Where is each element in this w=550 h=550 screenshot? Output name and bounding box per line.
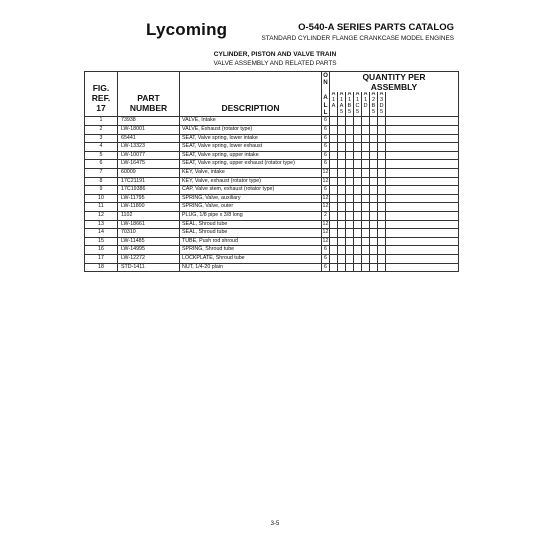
empty-qty-cell [354,117,362,126]
empty-qty-cell [386,143,459,152]
empty-qty-cell [386,220,459,229]
empty-qty-cell [370,160,378,169]
empty-qty-cell [386,117,459,126]
empty-qty-cell [346,246,354,255]
empty-qty-cell [370,134,378,143]
empty-qty-cell [378,237,386,246]
part-number-cell: 65441 [118,134,180,143]
empty-qty-cell [386,246,459,255]
empty-qty-cell [338,246,346,255]
empty-qty-cell [338,151,346,160]
empty-qty-cell [378,220,386,229]
table-header-row [85,72,459,93]
table-row [85,143,459,152]
fig-ref-cell: 8 [85,177,118,186]
empty-qty-cell [362,143,370,152]
empty-qty-cell [346,160,354,169]
empty-qty-cell [354,160,362,169]
table-row [85,220,459,229]
table-row [85,203,459,212]
empty-qty-cell [354,169,362,178]
description-cell: SEAT, Valve spring, lower exhaust [180,143,322,152]
section-subtitle: VALVE ASSEMBLY AND RELATED PARTS [213,60,337,67]
empty-qty-cell [338,229,346,238]
table-row [85,117,459,126]
quantity-cell: 6 [322,160,330,169]
empty-qty-cell [362,169,370,178]
empty-qty-cell [338,134,346,143]
quantity-cell: 12 [322,177,330,186]
fig-ref-cell: 11 [85,203,118,212]
description-cell: SPRING, Valve, outer [180,203,322,212]
table-row [85,263,459,272]
empty-qty-cell [346,220,354,229]
empty-qty-cell [362,117,370,126]
part-number-cell: LW-14995 [118,246,180,255]
parts-table-body [85,117,459,272]
empty-qty-cell [346,151,354,160]
empty-qty-cell [378,169,386,178]
empty-qty-cell [330,194,338,203]
part-number-cell: 60009 [118,169,180,178]
description-cell: SEAT, Valve spring, upper intake [180,151,322,160]
description-cell: SPRING, Shroud tube [180,246,322,255]
empty-qty-cell [354,126,362,135]
empty-qty-cell [338,211,346,220]
empty-qty-cell [378,151,386,160]
empty-qty-cell [330,117,338,126]
empty-qty-cell [378,254,386,263]
qty-col-header: A 1 C 5 [354,92,362,117]
empty-qty-cell [386,160,459,169]
empty-qty-cell [386,186,459,195]
empty-qty-cell [330,203,338,212]
section-title: CYLINDER, PISTON AND VALVE TRAIN [213,51,337,58]
qty-col-header: A 3 D 5 [378,92,386,117]
empty-qty-cell [338,117,346,126]
empty-qty-cell [330,186,338,195]
fig-ref-header: FIG. REF. 17 [85,72,118,117]
on-all-header: O N A L L [323,72,328,117]
fig-ref-cell: 9 [85,186,118,195]
empty-qty-cell [378,160,386,169]
table-row [85,151,459,160]
empty-qty-cell [386,211,459,220]
empty-qty-cell [330,220,338,229]
empty-qty-cell [354,186,362,195]
empty-qty-cell [386,263,459,272]
empty-qty-cell [338,203,346,212]
empty-qty-cell [362,186,370,195]
empty-qty-cell [378,246,386,255]
empty-qty-cell [362,220,370,229]
table-row [85,169,459,178]
part-number-cell: LW-18661 [118,220,180,229]
empty-qty-cell [346,194,354,203]
fig-ref-cell: 10 [85,194,118,203]
quantity-cell: 12 [322,203,330,212]
empty-qty-cell [386,134,459,143]
quantity-cell: 12 [322,220,330,229]
empty-qty-cell [338,254,346,263]
empty-qty-cell [330,263,338,272]
description-cell: SEAL, Shroud tube [180,220,322,229]
empty-qty-cell [370,237,378,246]
table-row [85,254,459,263]
catalog-subtitle: STANDARD CYLINDER FLANGE CRANKCASE MODEL ENGINES [261,35,454,42]
qty-col-header: A 1 D [362,92,370,117]
quantity-cell: 6 [322,117,330,126]
empty-qty-cell [386,237,459,246]
empty-qty-cell [370,186,378,195]
part-number-header: PART NUMBER [118,72,180,117]
empty-qty-cell [346,143,354,152]
table-row [85,126,459,135]
table-row [85,237,459,246]
part-number-cell: LW-11800 [118,203,180,212]
description-cell: TUBE, Push rod shroud [180,237,322,246]
fig-ref-cell: 7 [85,169,118,178]
empty-qty-cell [386,169,459,178]
fig-ref-cell: 15 [85,237,118,246]
empty-qty-cell [354,220,362,229]
empty-qty-cell [378,229,386,238]
empty-qty-cell [378,186,386,195]
part-number-cell: 70310 [118,229,180,238]
empty-qty-cell [354,151,362,160]
empty-qty-cell [330,143,338,152]
quantity-cell: 6 [322,143,330,152]
empty-qty-cell [338,160,346,169]
empty-qty-cell [354,211,362,220]
quantity-cell: 12 [322,237,330,246]
empty-qty-cell [370,246,378,255]
empty-qty-cell [354,229,362,238]
empty-qty-cell [378,203,386,212]
empty-qty-cell [370,126,378,135]
part-number-cell: 17C19386 [118,186,180,195]
empty-qty-cell [354,177,362,186]
table-row [85,186,459,195]
empty-qty-cell [370,177,378,186]
part-number-cell: LW-18001 [118,126,180,135]
empty-qty-cell [362,203,370,212]
table-row [85,134,459,143]
quantity-per-assembly-header: QUANTITY PER ASSEMBLY [330,72,459,93]
empty-qty-cell [354,246,362,255]
empty-qty-cell [346,117,354,126]
brand-logo: Lycoming [146,20,228,39]
empty-qty-cell [338,263,346,272]
fig-ref-cell: 12 [85,211,118,220]
empty-qty-cell [370,143,378,152]
empty-qty-cell [330,126,338,135]
empty-qty-cell [378,263,386,272]
catalog-title: O-540-A SERIES PARTS CATALOG [298,22,454,33]
part-number-cell: 1102 [118,211,180,220]
empty-qty-cell [370,117,378,126]
empty-qty-cell [370,220,378,229]
part-number-cell: 17C21191 [118,177,180,186]
empty-qty-cell [330,254,338,263]
quantity-cell: 6 [322,186,330,195]
table-row [85,211,459,220]
quantity-cell: 6 [322,246,330,255]
empty-qty-cell [346,263,354,272]
empty-qty-cell [362,151,370,160]
empty-qty-cell [338,237,346,246]
empty-qty-cell [338,126,346,135]
empty-qty-cell [362,254,370,263]
qty-col-header: A 1 B 5 [346,92,354,117]
description-cell: KEY, Valve, intake [180,169,322,178]
quantity-cell: 12 [322,169,330,178]
description-cell: VALVE, Intake [180,117,322,126]
description-cell: VALVE, Exhaust (rotator type) [180,126,322,135]
empty-qty-cell [338,177,346,186]
empty-qty-cell [330,237,338,246]
qty-col-header: A 2 B 5 [370,92,378,117]
empty-qty-cell [362,229,370,238]
empty-qty-cell [346,126,354,135]
quantity-cell: 6 [322,134,330,143]
empty-qty-cell [330,246,338,255]
quantity-cell: 2 [322,211,330,220]
quantity-cell: 6 [322,254,330,263]
empty-qty-cell [354,194,362,203]
description-cell: LOCKPLATE, Shroud tube [180,254,322,263]
empty-qty-cell [338,220,346,229]
empty-qty-cell [338,194,346,203]
empty-qty-cell [370,194,378,203]
part-number-cell: STD-1411 [118,263,180,272]
empty-qty-cell [362,126,370,135]
empty-qty-cell [330,211,338,220]
empty-qty-cell [386,126,459,135]
fig-ref-cell: 18 [85,263,118,272]
empty-qty-cell [346,237,354,246]
empty-qty-cell [330,229,338,238]
empty-qty-cell [330,177,338,186]
description-cell: CAP, Valve stem, exhaust (rotator type) [180,186,322,195]
empty-qty-cell [346,254,354,263]
part-number-cell: LW-11795 [118,194,180,203]
empty-qty-cell [362,194,370,203]
description-cell: NUT, 1/4-20 plain [180,263,322,272]
fig-ref-cell: 5 [85,151,118,160]
qty-col-header: A 1 A 5 [338,92,346,117]
description-cell: KEY, Valve, exhaust (rotator type) [180,177,322,186]
table-row [85,229,459,238]
empty-qty-cell [362,211,370,220]
empty-qty-cell [386,151,459,160]
empty-qty-cell [354,263,362,272]
description-cell: SEAT, Valve spring, upper exhaust (rotator type) [180,160,322,169]
table-row [85,246,459,255]
empty-qty-cell [354,203,362,212]
empty-qty-cell [346,177,354,186]
empty-qty-cell [370,263,378,272]
empty-qty-cell [346,203,354,212]
empty-qty-cell [346,229,354,238]
table-row [85,177,459,186]
empty-qty-cell [330,169,338,178]
empty-qty-cell [362,263,370,272]
fig-ref-cell: 16 [85,246,118,255]
quantity-cell: 12 [322,194,330,203]
empty-qty-cell [386,177,459,186]
fig-ref-cell: 3 [85,134,118,143]
fig-ref-cell: 6 [85,160,118,169]
part-number-cell: LW-12272 [118,254,180,263]
fig-ref-cell: 13 [85,220,118,229]
empty-qty-cell [386,194,459,203]
empty-qty-cell [330,151,338,160]
empty-qty-cell [338,186,346,195]
empty-qty-cell [370,169,378,178]
empty-qty-cell [346,169,354,178]
empty-qty-cell [386,254,459,263]
qty-col-header-blank [386,92,459,117]
description-cell: PLUG, 1/8 pipe x 3/8 long [180,211,322,220]
fig-ref-cell: 14 [85,229,118,238]
empty-qty-cell [378,194,386,203]
description-cell: SEAL, Shroud tube [180,229,322,238]
empty-qty-cell [354,254,362,263]
empty-qty-cell [354,143,362,152]
quantity-cell: 6 [322,126,330,135]
empty-qty-cell [346,186,354,195]
empty-qty-cell [370,211,378,220]
fig-ref-cell: 17 [85,254,118,263]
empty-qty-cell [354,134,362,143]
empty-qty-cell [362,246,370,255]
empty-qty-cell [370,254,378,263]
part-number-cell: LW-13323 [118,143,180,152]
empty-qty-cell [346,211,354,220]
quantity-cell: 6 [322,263,330,272]
empty-qty-cell [338,169,346,178]
qty-col-header: A 1 A [330,92,338,117]
empty-qty-cell [362,177,370,186]
empty-qty-cell [378,134,386,143]
empty-qty-cell [330,134,338,143]
quantity-cell: 12 [322,229,330,238]
empty-qty-cell [370,229,378,238]
empty-qty-cell [338,143,346,152]
empty-qty-cell [378,211,386,220]
table-row [85,194,459,203]
empty-qty-cell [386,203,459,212]
empty-qty-cell [378,126,386,135]
empty-qty-cell [330,160,338,169]
fig-ref-cell: 2 [85,126,118,135]
empty-qty-cell [362,237,370,246]
parts-table [84,71,459,272]
empty-qty-cell [378,177,386,186]
fig-ref-cell: 1 [85,117,118,126]
part-number-cell: LW-16475 [118,160,180,169]
page-number: 3-5 [270,521,280,527]
description-cell: SPRING, Valve, auxiliary [180,194,322,203]
part-number-cell: LW-11485 [118,237,180,246]
empty-qty-cell [354,237,362,246]
empty-qty-cell [346,134,354,143]
part-number-cell: 73938 [118,117,180,126]
part-number-cell: LW-10077 [118,151,180,160]
table-row [85,160,459,169]
empty-qty-cell [362,134,370,143]
empty-qty-cell [378,117,386,126]
empty-qty-cell [386,229,459,238]
quantity-cell: 6 [322,151,330,160]
description-header: DESCRIPTION [180,72,322,117]
description-cell: SEAT, Valve spring, lower intake [180,134,322,143]
empty-qty-cell [370,203,378,212]
fig-ref-cell: 4 [85,143,118,152]
empty-qty-cell [370,151,378,160]
empty-qty-cell [362,160,370,169]
empty-qty-cell [378,143,386,152]
